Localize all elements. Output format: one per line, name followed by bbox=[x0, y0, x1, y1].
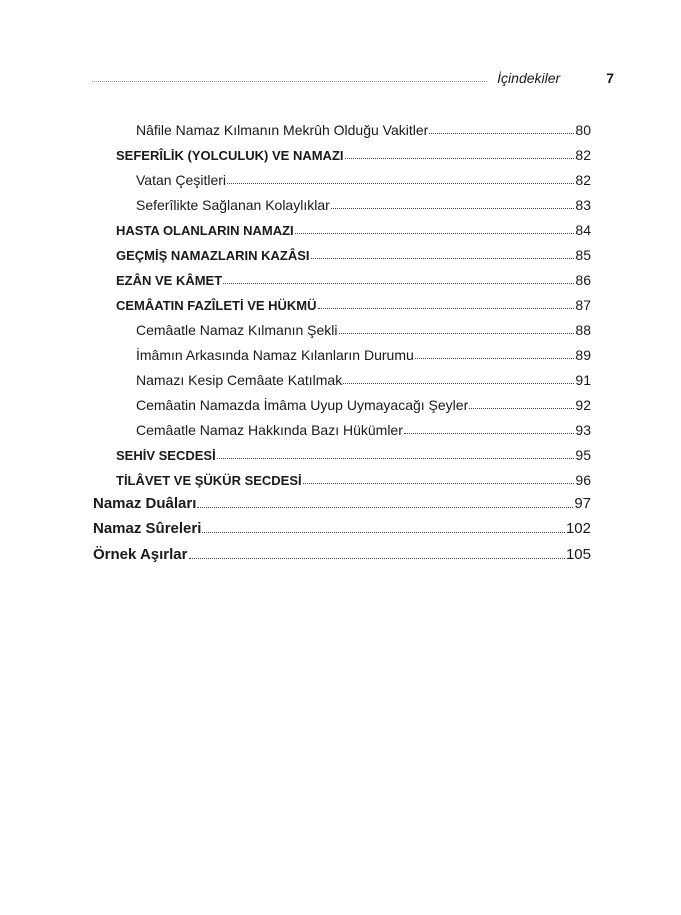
toc-entry-page-number: 105 bbox=[565, 546, 591, 563]
dot-leader bbox=[217, 458, 575, 459]
toc-entry-page-number: 86 bbox=[575, 272, 591, 288]
header-title: İçindekiler bbox=[497, 70, 561, 86]
toc-entry-page-number: 93 bbox=[575, 422, 591, 438]
toc-entry[interactable] bbox=[136, 397, 591, 413]
header-page-number: 7 bbox=[606, 70, 614, 86]
toc-entry-title: Nâfile Namaz Kılmanın Mekrûh Olduğu Vakitler bbox=[136, 122, 429, 138]
toc-entry[interactable] bbox=[93, 546, 591, 563]
dot-leader bbox=[318, 308, 575, 309]
toc-entry-page-number: 88 bbox=[575, 322, 591, 338]
dot-leader bbox=[303, 483, 575, 484]
dot-leader bbox=[223, 283, 574, 284]
toc-entry-page-number: 92 bbox=[575, 397, 591, 413]
toc-entry-page-number: 95 bbox=[575, 447, 591, 463]
dot-leader bbox=[429, 133, 574, 134]
toc-entry-page-number: 82 bbox=[575, 172, 591, 188]
toc-entry-title: İmâmın Arkasında Namaz Kılanların Durumu bbox=[136, 347, 414, 363]
toc-entry-title: SEFERÎLİK (YOLCULUK) VE NAMAZI bbox=[116, 148, 344, 163]
toc-entry-page-number: 96 bbox=[575, 472, 591, 488]
toc-entry-title: Namazı Kesip Cemâate Katılmak bbox=[136, 372, 343, 388]
dot-leader bbox=[331, 208, 575, 209]
toc-entry-page-number: 85 bbox=[575, 247, 591, 263]
toc-entry[interactable] bbox=[116, 247, 591, 263]
toc-entry[interactable] bbox=[136, 122, 591, 138]
toc-entry[interactable] bbox=[116, 147, 591, 163]
toc-entry[interactable] bbox=[136, 422, 591, 438]
toc-entry[interactable] bbox=[136, 372, 591, 388]
toc-entry[interactable] bbox=[136, 347, 591, 363]
dot-leader bbox=[345, 158, 575, 159]
toc-entry-page-number: 87 bbox=[575, 297, 591, 313]
toc-entry[interactable] bbox=[136, 172, 591, 188]
toc-entry[interactable] bbox=[116, 447, 591, 463]
toc-entry-title: TİLÂVET VE ŞÜKÜR SECDESİ bbox=[116, 473, 302, 488]
toc-entry[interactable] bbox=[93, 520, 591, 537]
toc-entry[interactable] bbox=[116, 222, 591, 238]
toc-entry-page-number: 97 bbox=[574, 495, 591, 512]
toc-entry[interactable] bbox=[136, 197, 591, 213]
dot-leader bbox=[311, 258, 575, 259]
dot-leader bbox=[202, 532, 565, 533]
toc-entry[interactable] bbox=[136, 322, 591, 338]
toc-entry-title: Örnek Aşırlar bbox=[93, 546, 188, 563]
toc-entry-page-number: 84 bbox=[575, 222, 591, 238]
toc-entry-page-number: 83 bbox=[575, 197, 591, 213]
dot-leader bbox=[197, 507, 573, 508]
dot-leader bbox=[227, 183, 574, 184]
dot-leader bbox=[343, 383, 574, 384]
toc-entry-title: Namaz Sûreleri bbox=[93, 520, 202, 537]
toc-entry-page-number: 91 bbox=[575, 372, 591, 388]
toc-entry-page-number: 102 bbox=[565, 520, 591, 537]
toc-entry-page-number: 80 bbox=[575, 122, 591, 138]
toc-entry[interactable] bbox=[93, 495, 591, 512]
toc-entry-page-number: 82 bbox=[575, 147, 591, 163]
toc-entry-title: Cemâatle Namaz Kılmanın Şekli bbox=[136, 322, 338, 338]
toc-entry-title: CEMÂATIN FAZÎLETİ VE HÜKMÜ bbox=[116, 298, 317, 313]
toc-entry-title: GEÇMİŞ NAMAZLARIN KAZÂSI bbox=[116, 248, 310, 263]
header-rule bbox=[92, 81, 487, 82]
toc-entry[interactable] bbox=[116, 272, 591, 288]
toc-entry-title: Cemâatle Namaz Hakkında Bazı Hükümler bbox=[136, 422, 403, 438]
dot-leader bbox=[295, 233, 575, 234]
toc-entry-title: Cemâatin Namazda İmâma Uyup Uymayacağı Şeyler bbox=[136, 397, 469, 413]
toc-entry-title: EZÂN VE KÂMET bbox=[116, 273, 223, 288]
toc-entry-page-number: 89 bbox=[575, 347, 591, 363]
running-header bbox=[92, 66, 614, 86]
toc-entry[interactable] bbox=[116, 297, 591, 313]
dot-leader bbox=[404, 433, 575, 434]
toc-entry-title: Namaz Duâları bbox=[93, 495, 197, 512]
dot-leader bbox=[469, 408, 574, 409]
toc-entry-title: SEHİV SECDESİ bbox=[116, 448, 216, 463]
toc-entry-title: Vatan Çeşitleri bbox=[136, 172, 227, 188]
toc-entry-title: HASTA OLANLARIN NAMAZI bbox=[116, 223, 294, 238]
toc-entry-title: Seferîlikte Sağlanan Kolaylıklar bbox=[136, 197, 330, 213]
toc-entry[interactable] bbox=[116, 472, 591, 488]
dot-leader bbox=[339, 333, 575, 334]
dot-leader bbox=[415, 358, 575, 359]
dot-leader bbox=[189, 558, 565, 559]
